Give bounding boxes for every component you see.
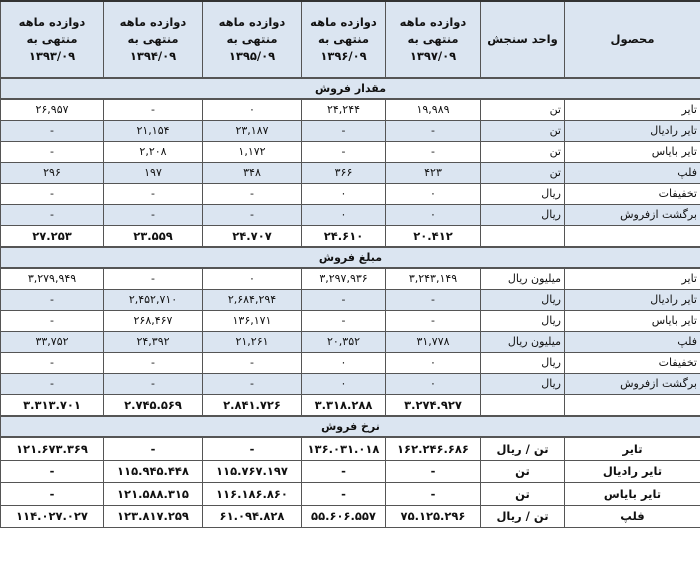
value-cell: ۲۹۶ [1,163,104,184]
value-cell: - [386,460,481,483]
value-cell: - [1,311,104,332]
value-cell: - [1,205,104,226]
value-cell: - [1,121,104,142]
table-row [1,142,700,163]
table-row [1,205,700,226]
value-cell: ۰ [302,205,386,226]
value-cell: - [104,184,203,205]
product-cell: تایر رادیال [565,460,700,483]
value-cell: ۲,۶۸۴,۲۹۴ [203,290,302,311]
total-cell: ۲۴.۶۱۰ [302,226,386,248]
value-cell: ۲۴,۳۹۲ [104,332,203,353]
product-cell: فلپ [565,332,700,353]
value-cell: - [104,374,203,395]
value-cell: - [302,290,386,311]
table-row [1,99,700,121]
total-cell: ۲۰.۴۱۲ [386,226,481,248]
value-cell: ۱۱۵.۷۶۷.۱۹۷ [203,460,302,483]
product-cell: تایر بایاس [565,483,700,506]
table-row [1,121,700,142]
table-row [1,353,700,374]
section-row [1,247,700,268]
unit-cell: ریال [481,311,565,332]
total-row [1,226,700,248]
unit-cell: تن / ریال [481,505,565,528]
unit-cell: تن [481,163,565,184]
unit-cell: تن [481,142,565,163]
value-cell: - [1,460,104,483]
value-cell: - [1,353,104,374]
value-cell: - [386,121,481,142]
unit-cell: ریال [481,353,565,374]
value-cell: ۲۳,۱۸۷ [203,121,302,142]
product-cell: تایر [565,268,700,290]
value-cell: - [1,142,104,163]
total-empty-cell [565,226,700,248]
total-cell: ۲.۸۴۱.۷۲۶ [203,395,302,417]
value-cell: ۱۹۷ [104,163,203,184]
value-cell: - [203,374,302,395]
value-cell: - [1,483,104,506]
value-cell: ۰ [386,184,481,205]
product-cell: تایر بایاس [565,142,700,163]
value-cell: ۱۱۶.۱۸۶.۸۶۰ [203,483,302,506]
unit-cell: تن [481,121,565,142]
value-cell: ۱۱۴.۰۲۷.۰۲۷ [1,505,104,528]
section-title: نرخ فروش [1,416,700,437]
value-cell: ۳۳,۷۵۲ [1,332,104,353]
product-cell: تایر [565,99,700,121]
total-row [1,395,700,417]
value-cell: ۵۵.۶۰۶.۵۵۷ [302,505,386,528]
product-cell: تخفیفات [565,184,700,205]
total-cell: ۳.۲۷۴.۹۲۷ [386,395,481,417]
header-product: محصول [565,1,700,78]
value-cell: ۰ [386,374,481,395]
product-cell: فلپ [565,505,700,528]
value-cell: - [302,311,386,332]
unit-cell: ریال [481,374,565,395]
value-cell: - [386,311,481,332]
value-cell: - [203,205,302,226]
unit-cell: ریال [481,184,565,205]
value-cell: ۱,۱۷۲ [203,142,302,163]
value-cell: - [1,184,104,205]
value-cell: - [104,268,203,290]
value-cell: - [104,99,203,121]
value-cell: - [386,142,481,163]
value-cell: ۰ [386,205,481,226]
table-row [1,460,700,483]
value-cell: - [302,142,386,163]
value-cell: - [203,437,302,460]
table-row [1,163,700,184]
total-empty-cell [481,395,565,417]
value-cell: - [203,184,302,205]
product-cell: فلپ [565,163,700,184]
unit-cell: تن [481,483,565,506]
value-cell: ۳,۲۷۹,۹۴۹ [1,268,104,290]
product-cell: برگشت ازفروش [565,374,700,395]
value-cell: ۲۴,۲۴۴ [302,99,386,121]
value-cell: ۳۴۸ [203,163,302,184]
value-cell: ۳۶۶ [302,163,386,184]
header-period-1: دوازده ماهه منتهی به ۱۳۹۷/۰۹ [386,1,481,78]
total-empty-cell [481,226,565,248]
value-cell: - [1,290,104,311]
value-cell: ۲۶۸,۴۶۷ [104,311,203,332]
unit-cell: میلیون ریال [481,332,565,353]
total-cell: ۳.۳۱۸.۲۸۸ [302,395,386,417]
value-cell: ۶۱.۰۹۴.۸۲۸ [203,505,302,528]
total-cell: ۲.۷۴۵.۵۶۹ [104,395,203,417]
value-cell: ۱۹,۹۸۹ [386,99,481,121]
value-cell: - [104,353,203,374]
header-period-3: دوازده ماهه منتهی به ۱۳۹۵/۰۹ [203,1,302,78]
value-cell: ۰ [302,374,386,395]
value-cell: ۱۲۱.۵۸۸.۳۱۵ [104,483,203,506]
value-cell: ۰ [203,268,302,290]
value-cell: ۷۵.۱۲۵.۲۹۶ [386,505,481,528]
value-cell: - [302,483,386,506]
value-cell: ۱۳۶.۰۳۱.۰۱۸ [302,437,386,460]
unit-cell: میلیون ریال [481,268,565,290]
table-row [1,483,700,506]
value-cell: ۰ [302,353,386,374]
value-cell: - [302,460,386,483]
section-title: مقدار فروش [1,78,700,99]
table-row [1,311,700,332]
value-cell: - [386,290,481,311]
value-cell: ۱۱۵.۹۴۵.۴۴۸ [104,460,203,483]
value-cell: - [386,483,481,506]
table-row [1,184,700,205]
value-cell: - [302,121,386,142]
value-cell: ۰ [386,353,481,374]
product-cell: تایر رادیال [565,290,700,311]
table-row [1,374,700,395]
value-cell: ۰ [203,99,302,121]
product-cell: برگشت ازفروش [565,205,700,226]
product-cell: تخفیفات [565,353,700,374]
value-cell: ۲,۴۵۲,۷۱۰ [104,290,203,311]
value-cell: ۲۶,۹۵۷ [1,99,104,121]
table-row [1,332,700,353]
header-row [1,1,700,78]
value-cell: ۱۲۳.۸۱۷.۲۵۹ [104,505,203,528]
table-row [1,505,700,528]
total-cell: ۲۷.۲۵۳ [1,226,104,248]
value-cell: - [1,374,104,395]
value-cell: - [104,437,203,460]
header-unit: واحد سنجش [481,1,565,78]
table-row [1,437,700,460]
value-cell: ۲۱,۱۵۴ [104,121,203,142]
value-cell: ۴۲۳ [386,163,481,184]
value-cell: ۳,۲۴۳,۱۴۹ [386,268,481,290]
value-cell: ۳,۲۹۷,۹۳۶ [302,268,386,290]
value-cell: ۲,۲۰۸ [104,142,203,163]
table-row [1,290,700,311]
unit-cell: تن / ریال [481,437,565,460]
value-cell: ۰ [302,184,386,205]
total-empty-cell [565,395,700,417]
value-cell: - [203,353,302,374]
section-row [1,78,700,99]
total-cell: ۲۴.۷۰۷ [203,226,302,248]
value-cell: ۳۱,۷۷۸ [386,332,481,353]
value-cell: - [104,205,203,226]
table-row [1,268,700,290]
unit-cell: ریال [481,205,565,226]
product-cell: تایر بایاس [565,311,700,332]
value-cell: ۲۱,۲۶۱ [203,332,302,353]
unit-cell: ریال [481,290,565,311]
total-cell: ۲۳.۵۵۹ [104,226,203,248]
value-cell: ۱۶۲.۲۴۶.۶۸۶ [386,437,481,460]
header-period-4: دوازده ماهه منتهی به ۱۳۹۴/۰۹ [104,1,203,78]
unit-cell: تن [481,460,565,483]
value-cell: ۱۲۱.۶۷۳.۳۶۹ [1,437,104,460]
section-title: مبلغ فروش [1,247,700,268]
header-period-2: دوازده ماهه منتهی به ۱۳۹۶/۰۹ [302,1,386,78]
unit-cell: تن [481,99,565,121]
section-row [1,416,700,437]
product-cell: تایر [565,437,700,460]
value-cell: ۱۳۶,۱۷۱ [203,311,302,332]
value-cell: ۲۰,۳۵۲ [302,332,386,353]
total-cell: ۳.۳۱۳.۷۰۱ [1,395,104,417]
product-cell: تایر رادیال [565,121,700,142]
header-period-5: دوازده ماهه منتهی به ۱۳۹۳/۰۹ [1,1,104,78]
